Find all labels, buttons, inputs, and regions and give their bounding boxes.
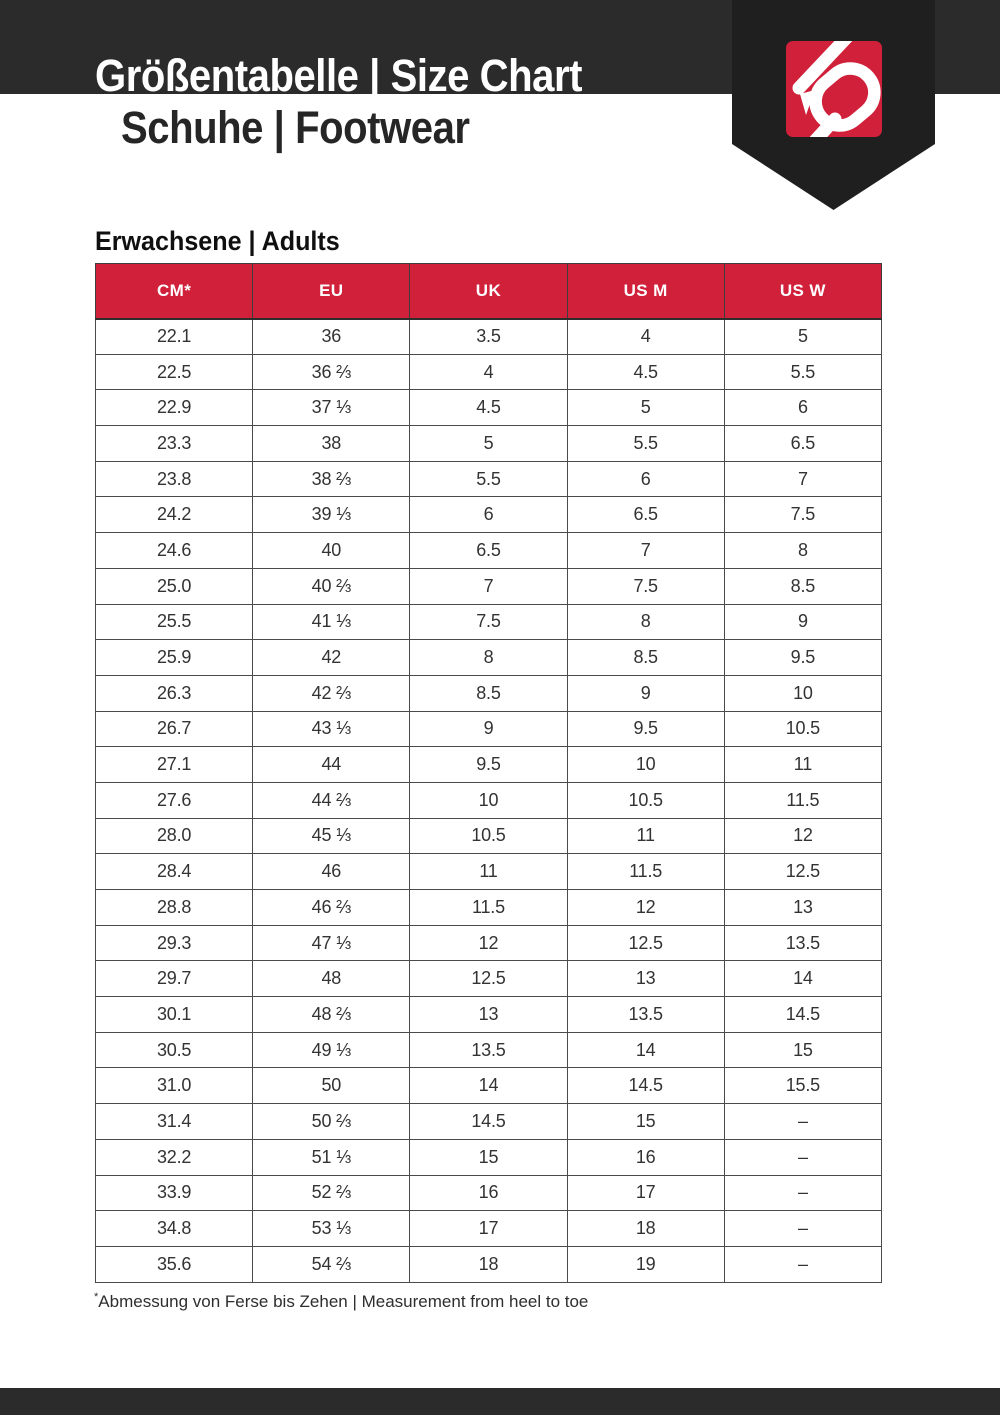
size-cell: 22.5 [96, 354, 253, 390]
size-cell: 30.5 [96, 1032, 253, 1068]
table-row [96, 961, 882, 997]
size-cell: 45 ⅓ [253, 818, 410, 854]
size-cell: 8 [410, 640, 567, 676]
size-cell: 11 [724, 747, 881, 783]
size-cell: 13 [567, 961, 724, 997]
size-cell: 16 [410, 1175, 567, 1211]
table-row [96, 497, 882, 533]
size-cell: 47 ⅓ [253, 925, 410, 961]
page-title: Größentabelle | Size Chart [95, 50, 583, 101]
size-cell: – [724, 1211, 881, 1247]
size-cell: 12.5 [724, 854, 881, 890]
table-row [96, 640, 882, 676]
size-cell: 13 [724, 890, 881, 926]
size-cell: 36 ⅔ [253, 354, 410, 390]
size-cell: 23.3 [96, 426, 253, 462]
size-cell: 37 ⅓ [253, 390, 410, 426]
footnote-marker: * [94, 1291, 99, 1303]
table-row [96, 675, 882, 711]
table-row [96, 533, 882, 569]
size-cell: 10 [410, 782, 567, 818]
size-cell: 40 [253, 533, 410, 569]
size-cell: 26.3 [96, 675, 253, 711]
size-cell: 4 [410, 354, 567, 390]
size-cell: – [724, 1104, 881, 1140]
size-cell: 14 [724, 961, 881, 997]
size-cell: 15 [567, 1104, 724, 1140]
size-cell: 19 [567, 1246, 724, 1282]
size-cell: 5 [567, 390, 724, 426]
footnote [94, 1292, 588, 1312]
table-row [96, 568, 882, 604]
size-cell: 13.5 [567, 997, 724, 1033]
size-cell: 44 ⅔ [253, 782, 410, 818]
size-cell: 39 ⅓ [253, 497, 410, 533]
size-cell: 51 ⅓ [253, 1139, 410, 1175]
size-table [95, 263, 882, 1283]
size-cell: 10 [567, 747, 724, 783]
size-cell: 5.5 [724, 354, 881, 390]
size-cell: 8.5 [567, 640, 724, 676]
size-cell: 5 [410, 426, 567, 462]
size-cell: 8 [724, 533, 881, 569]
size-cell: 29.7 [96, 961, 253, 997]
table-row [96, 854, 882, 890]
size-cell: 14 [567, 1032, 724, 1068]
size-cell: 8 [567, 604, 724, 640]
size-cell: 50 ⅔ [253, 1104, 410, 1140]
size-cell: 11 [410, 854, 567, 890]
size-cell: 10.5 [410, 818, 567, 854]
size-cell: – [724, 1246, 881, 1282]
table-row [96, 1175, 882, 1211]
table-row [96, 782, 882, 818]
size-cell: 12 [567, 890, 724, 926]
table-row [96, 1104, 882, 1140]
table-row [96, 319, 882, 355]
size-table-header [96, 264, 882, 319]
size-table-body [96, 319, 882, 1283]
size-cell: 11.5 [567, 854, 724, 890]
size-cell: 42 ⅔ [253, 675, 410, 711]
column-header: CM* [96, 264, 253, 319]
table-row [96, 997, 882, 1033]
size-cell: 25.0 [96, 568, 253, 604]
size-cell: 14.5 [724, 997, 881, 1033]
size-cell: 4 [567, 319, 724, 355]
size-cell: 6 [567, 461, 724, 497]
size-cell: 54 ⅔ [253, 1246, 410, 1282]
size-cell: 25.9 [96, 640, 253, 676]
size-cell: 31.4 [96, 1104, 253, 1140]
size-cell: 12 [410, 925, 567, 961]
size-cell: 12 [724, 818, 881, 854]
size-cell: 16 [567, 1139, 724, 1175]
table-row [96, 426, 882, 462]
header-row [96, 264, 882, 319]
size-cell: 28.8 [96, 890, 253, 926]
table-row [96, 1032, 882, 1068]
size-cell: 11.5 [410, 890, 567, 926]
size-cell: 9.5 [567, 711, 724, 747]
size-cell: 43 ⅓ [253, 711, 410, 747]
table-row [96, 925, 882, 961]
size-cell: 24.2 [96, 497, 253, 533]
size-cell: 7.5 [567, 568, 724, 604]
size-cell: 27.1 [96, 747, 253, 783]
size-cell: 7.5 [410, 604, 567, 640]
table-row [96, 818, 882, 854]
size-cell: 38 ⅔ [253, 461, 410, 497]
size-cell: 49 ⅓ [253, 1032, 410, 1068]
size-cell: 6 [410, 497, 567, 533]
size-cell: 18 [567, 1211, 724, 1247]
footnote-text: Abmessung von Ferse bis Zehen | Measurement from heel to toe [98, 1292, 589, 1311]
size-cell: 13.5 [724, 925, 881, 961]
size-cell: 9.5 [724, 640, 881, 676]
size-cell: 10 [724, 675, 881, 711]
size-cell: – [724, 1139, 881, 1175]
size-cell: 6.5 [724, 426, 881, 462]
size-cell: 46 ⅔ [253, 890, 410, 926]
size-cell: 9 [724, 604, 881, 640]
size-cell: 30.1 [96, 997, 253, 1033]
section-title: Erwachsene | Adults [95, 226, 340, 256]
size-cell: 52 ⅔ [253, 1175, 410, 1211]
size-cell: 48 ⅔ [253, 997, 410, 1033]
five-ten-logo [786, 41, 882, 137]
size-cell: 10.5 [724, 711, 881, 747]
size-cell: 8.5 [410, 675, 567, 711]
footer-bar [0, 1388, 1000, 1415]
size-cell: 17 [410, 1211, 567, 1247]
table-row [96, 747, 882, 783]
size-cell: 41 ⅓ [253, 604, 410, 640]
table-row [96, 1246, 882, 1282]
column-header: EU [253, 264, 410, 319]
size-cell: 15 [724, 1032, 881, 1068]
size-cell: 14.5 [567, 1068, 724, 1104]
size-cell: 17 [567, 1175, 724, 1211]
size-cell: 15 [410, 1139, 567, 1175]
size-cell: 6.5 [567, 497, 724, 533]
column-header: UK [410, 264, 567, 319]
size-cell: 48 [253, 961, 410, 997]
size-cell: 26.7 [96, 711, 253, 747]
size-cell: 33.9 [96, 1175, 253, 1211]
page-subtitle: Schuhe | Footwear [121, 102, 470, 153]
table-row [96, 1139, 882, 1175]
size-cell: 12.5 [410, 961, 567, 997]
table-row [96, 604, 882, 640]
size-cell: 38 [253, 426, 410, 462]
size-cell: 23.8 [96, 461, 253, 497]
size-cell: 31.0 [96, 1068, 253, 1104]
size-cell: 5.5 [410, 461, 567, 497]
size-cell: 18 [410, 1246, 567, 1282]
size-cell: 10.5 [567, 782, 724, 818]
size-cell: 3.5 [410, 319, 567, 355]
table-row [96, 390, 882, 426]
size-cell: 24.6 [96, 533, 253, 569]
size-cell: 14.5 [410, 1104, 567, 1140]
column-header: US M [567, 264, 724, 319]
size-cell: 9.5 [410, 747, 567, 783]
size-cell: 46 [253, 854, 410, 890]
table-row [96, 1068, 882, 1104]
size-cell: 35.6 [96, 1246, 253, 1282]
size-cell: 5.5 [567, 426, 724, 462]
size-cell: 6.5 [410, 533, 567, 569]
size-cell: 44 [253, 747, 410, 783]
size-cell: 4.5 [567, 354, 724, 390]
size-cell: 27.6 [96, 782, 253, 818]
size-cell: 9 [410, 711, 567, 747]
size-cell: 7 [410, 568, 567, 604]
size-cell: 7 [567, 533, 724, 569]
size-cell: 42 [253, 640, 410, 676]
size-cell: 4.5 [410, 390, 567, 426]
table-row [96, 711, 882, 747]
size-cell: 28.4 [96, 854, 253, 890]
size-cell: 7 [724, 461, 881, 497]
size-cell: 29.3 [96, 925, 253, 961]
size-cell: 40 ⅔ [253, 568, 410, 604]
column-header: US W [724, 264, 881, 319]
table-row [96, 354, 882, 390]
size-cell: 53 ⅓ [253, 1211, 410, 1247]
table-row [96, 890, 882, 926]
table-row [96, 1211, 882, 1247]
size-cell: – [724, 1175, 881, 1211]
size-cell: 5 [724, 319, 881, 355]
size-cell: 36 [253, 319, 410, 355]
size-cell: 9 [567, 675, 724, 711]
size-cell: 25.5 [96, 604, 253, 640]
size-cell: 15.5 [724, 1068, 881, 1104]
size-cell: 22.1 [96, 319, 253, 355]
size-cell: 50 [253, 1068, 410, 1104]
size-cell: 7.5 [724, 497, 881, 533]
size-cell: 6 [724, 390, 881, 426]
size-cell: 8.5 [724, 568, 881, 604]
size-cell: 13.5 [410, 1032, 567, 1068]
size-cell: 12.5 [567, 925, 724, 961]
size-cell: 32.2 [96, 1139, 253, 1175]
size-cell: 13 [410, 997, 567, 1033]
size-cell: 14 [410, 1068, 567, 1104]
size-cell: 34.8 [96, 1211, 253, 1247]
size-cell: 22.9 [96, 390, 253, 426]
size-cell: 28.0 [96, 818, 253, 854]
size-cell: 11 [567, 818, 724, 854]
table-row [96, 461, 882, 497]
size-cell: 11.5 [724, 782, 881, 818]
